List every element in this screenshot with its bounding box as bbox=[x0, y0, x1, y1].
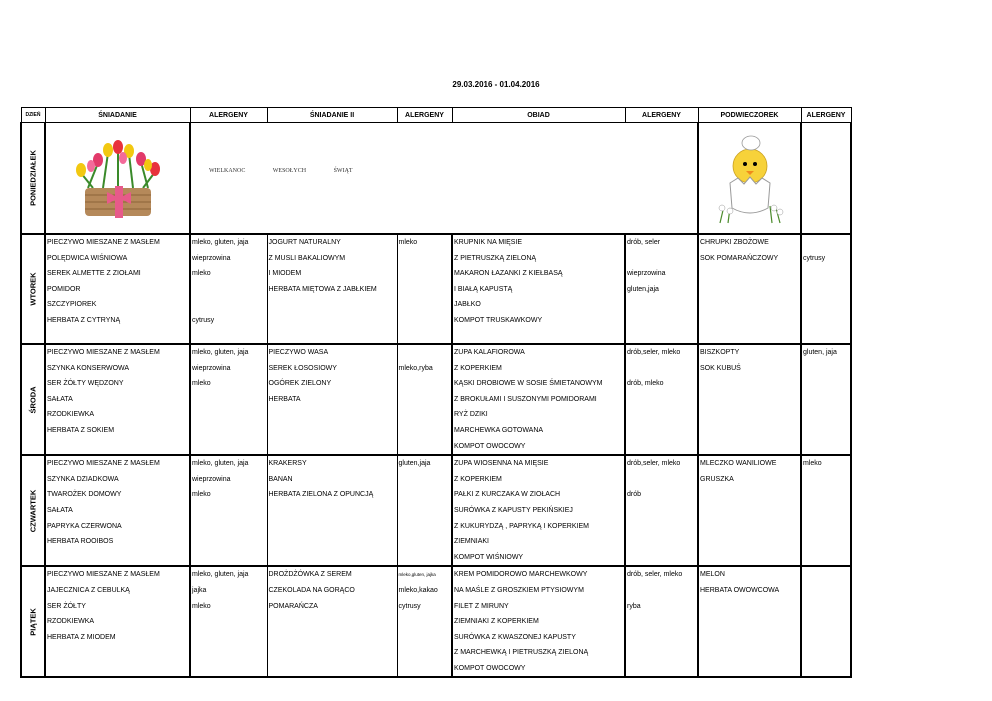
menu-item: RYŻ DZIKI bbox=[454, 411, 488, 419]
allergen-item: gluten,jaja bbox=[627, 285, 659, 293]
menu-item: GRUSZKA bbox=[700, 475, 734, 483]
menu-item: Z PIETRUSZKĄ ZIELONĄ bbox=[454, 254, 537, 262]
menu-item: PIECZYWO MIESZANE Z MASŁEM bbox=[47, 239, 160, 246]
menu-item: HERBATA OWOWCOWA bbox=[700, 586, 780, 594]
allergen-item bbox=[626, 251, 697, 267]
allergen-item: wieprzowina bbox=[192, 364, 231, 372]
menu-item: MARCHEWKA GOTOWANA bbox=[454, 426, 544, 434]
allergen-item: cytrusy bbox=[192, 316, 215, 324]
row-thursday bbox=[21, 455, 851, 566]
menu-item: PIECZYWO MIESZANE Z MASŁEM bbox=[47, 571, 160, 579]
menu-item: JOGURT NATURALNY bbox=[268, 239, 341, 246]
day-label-friday: PIĄTEK bbox=[21, 566, 45, 677]
menu-item: SURÓWKA Z KAPUSTY PEKIŃSKIEJ bbox=[454, 506, 573, 514]
wednesday-breakfast-2 bbox=[267, 344, 397, 455]
menu-item: PAPRYKA CZERWONA bbox=[47, 522, 122, 530]
menu-item: KOMPOT OWOCOWY bbox=[454, 664, 526, 672]
allergen-item: drób,seler, mleko bbox=[627, 349, 681, 356]
tuesday-allergens-2 bbox=[397, 234, 452, 344]
tuesday-allergens-3 bbox=[625, 234, 698, 344]
menu-item: I BIAŁĄ KAPUSTĄ bbox=[454, 285, 513, 293]
day-label-wednesday: ŚRODA bbox=[21, 344, 45, 455]
allergen-item: mleko bbox=[398, 239, 418, 246]
menu-item: SER ŻÓŁTY bbox=[47, 602, 86, 610]
row-monday bbox=[21, 123, 851, 235]
tuesday-allergens-1 bbox=[190, 234, 267, 344]
allergen-item: jajka bbox=[192, 586, 207, 594]
menu-item: HERBATA bbox=[268, 395, 301, 403]
friday-allergens-1 bbox=[190, 566, 267, 677]
header-breakfast-2: ŚNIADANIE II bbox=[267, 108, 397, 123]
allergen-item bbox=[626, 583, 697, 599]
menu-item: JAJECZNICA Z CEBULKĄ bbox=[47, 586, 130, 594]
allergen-item: cytrusy bbox=[803, 254, 826, 262]
tulip-basket-image bbox=[45, 123, 190, 235]
friday-breakfast bbox=[45, 566, 190, 677]
thursday-allergens-4 bbox=[801, 455, 851, 566]
menu-item: KOMPOT TRUSKAWKOWY bbox=[454, 316, 543, 324]
wednesday-allergens-3 bbox=[625, 344, 698, 455]
menu-item: KOMPOT OWOCOWY bbox=[454, 442, 526, 450]
allergen-item: mleko, gluten, jaja bbox=[192, 571, 249, 579]
date-range: 29.03.2016 - 01.04.2016 bbox=[452, 80, 540, 89]
wednesday-allergens-4 bbox=[801, 344, 851, 455]
allergen-item: mleko, gluten, jaja bbox=[192, 349, 249, 356]
menu-item: HERBATA Z MIODEM bbox=[47, 633, 116, 641]
wish-word: ŚWIĄT bbox=[333, 168, 353, 174]
allergen-item: drób, seler, mleko bbox=[627, 571, 683, 579]
menu-item: KRUPNIK NA MIĘSIE bbox=[454, 239, 523, 246]
menu-item: SURÓWKA Z KWASZONEJ KAPUSTY bbox=[454, 633, 576, 641]
menu-item: ZIEMNIAKI bbox=[454, 538, 490, 546]
menu-item: KĄSKI DROBIOWE W SOSIE ŚMIETANOWYM bbox=[454, 380, 603, 388]
allergen-item bbox=[191, 282, 267, 298]
menu-item: Z BROKUŁAMI I SUSZONYMI POMIDORAMI bbox=[454, 395, 597, 403]
menu-item: POMARAŃCZA bbox=[268, 602, 318, 610]
allergen-item: mleko,kakao bbox=[398, 586, 438, 594]
menu-item: SZCZYPIOREK bbox=[47, 301, 97, 309]
header-allergens-4: ALERGENY bbox=[801, 108, 851, 123]
menu-item: NA MAŚLE Z GROSZKIEM PTYSIOWYM bbox=[454, 586, 584, 594]
menu-item: HERBATA MIĘTOWA Z JABŁKIEM bbox=[268, 285, 377, 293]
menu-item: ZIEMNIAKI Z KOPERKIEM bbox=[454, 618, 539, 626]
wish-word: WESOŁYCH bbox=[272, 168, 307, 174]
allergen-item bbox=[398, 345, 452, 361]
menu-item: SOK KUBUŚ bbox=[700, 364, 741, 372]
allergen-item bbox=[802, 235, 850, 251]
allergen-item: mleko, gluten, jaja bbox=[192, 460, 249, 468]
menu-item: BANAN bbox=[268, 475, 293, 483]
wednesday-allergens-1 bbox=[190, 344, 267, 455]
thursday-allergens-1 bbox=[190, 455, 267, 566]
day-label-tuesday: WTOREK bbox=[21, 234, 45, 344]
day-label-thursday: CZWARTEK bbox=[21, 455, 45, 566]
easter-chick-icon bbox=[710, 128, 790, 228]
thursday-breakfast bbox=[45, 455, 190, 566]
menu-item: HERBATA Z SOKIEM bbox=[47, 426, 115, 434]
allergen-item: mleko bbox=[192, 270, 211, 278]
chick-image bbox=[698, 123, 801, 235]
menu-item: Z MARCHEWKĄ I PIETRUSZKĄ ZIELONĄ bbox=[454, 649, 589, 657]
tuesday-allergens-4 bbox=[801, 234, 851, 344]
header-row bbox=[21, 108, 851, 123]
menu-item: BISZKOPTY bbox=[700, 349, 740, 356]
menu-item: SAŁATA bbox=[47, 395, 73, 403]
friday-breakfast-2 bbox=[267, 566, 397, 677]
menu-item: RZODKIEWKA bbox=[47, 618, 95, 626]
tuesday-breakfast bbox=[45, 234, 190, 344]
allergen-item: drób, seler bbox=[627, 239, 661, 246]
menu-item: KREM POMIDOROWO MARCHEWKOWY bbox=[454, 571, 588, 579]
menu-item: PAŁKI Z KURCZAKA W ZIOŁACH bbox=[454, 491, 561, 499]
allergen-item bbox=[626, 472, 697, 488]
header-breakfast: ŚNIADANIE bbox=[45, 108, 190, 123]
friday-snack bbox=[698, 566, 801, 677]
menu-item: MLECZKO WANILIOWE bbox=[700, 460, 777, 468]
allergen-item: mleko,gluten, jajka bbox=[398, 572, 436, 578]
thursday-allergens-3 bbox=[625, 455, 698, 566]
menu-item: MELON bbox=[700, 571, 725, 579]
menu-item: SOK POMARAŃCZOWY bbox=[700, 254, 779, 262]
menu-item: POMIDOR bbox=[47, 285, 81, 293]
menu-item: ZUPA KALAFIOROWA bbox=[454, 349, 525, 356]
allergen-item: mleko bbox=[192, 602, 211, 610]
allergen-item: drób, mleko bbox=[627, 380, 664, 388]
menu-item: SZYNKA KONSERWOWA bbox=[47, 364, 130, 372]
allergen-item: ryba bbox=[627, 602, 641, 610]
wednesday-lunch bbox=[452, 344, 625, 455]
menu-item: HERBATA Z CYTRYNĄ bbox=[47, 316, 121, 324]
allergen-item: mleko bbox=[192, 491, 211, 499]
row-friday bbox=[21, 566, 851, 677]
allergen-item: wieprzowina bbox=[192, 475, 231, 483]
row-wednesday bbox=[21, 344, 851, 455]
menu-item: PIECZYWO MIESZANE Z MASŁEM bbox=[47, 349, 160, 356]
allergen-item: mleko,ryba bbox=[398, 364, 433, 372]
tuesday-breakfast-2 bbox=[267, 234, 397, 344]
wednesday-snack bbox=[698, 344, 801, 455]
menu-item: SEREK ŁOSOSIOWY bbox=[268, 364, 337, 372]
allergen-item: gluten,jaja bbox=[398, 460, 431, 468]
allergen-item bbox=[191, 297, 267, 313]
header-day: DZIEŃ bbox=[21, 108, 45, 123]
allergen-item: mleko, gluten, jaja bbox=[192, 239, 249, 246]
wish-word: WIELKANOC bbox=[209, 168, 246, 174]
friday-lunch bbox=[452, 566, 625, 677]
allergen-item: gluten, jaja bbox=[803, 349, 837, 356]
thursday-lunch bbox=[452, 455, 625, 566]
easter-greeting bbox=[190, 123, 698, 235]
allergen-item: mleko bbox=[192, 380, 211, 388]
menu-item: RZODKIEWKA bbox=[47, 411, 95, 419]
menu-item: SEREK ALMETTE Z ZIOŁAMI bbox=[47, 270, 141, 278]
menu-item: SER ŻÓŁTY WĘDZONY bbox=[47, 380, 124, 388]
thursday-breakfast-2 bbox=[267, 455, 397, 566]
menu-item: SZYNKA DZIADKOWA bbox=[47, 475, 119, 483]
friday-allergens-3 bbox=[625, 566, 698, 677]
menu-item: HERBATA ZIELONA Z OPUNCJĄ bbox=[268, 491, 374, 499]
tuesday-lunch bbox=[452, 234, 625, 344]
allergen-item: wieprzowina bbox=[627, 270, 666, 278]
friday-allergens-2 bbox=[397, 566, 452, 677]
menu-item: FILET Z MIRUNY bbox=[454, 602, 509, 610]
tuesday-snack bbox=[698, 234, 801, 344]
menu-item: SAŁATA bbox=[47, 506, 73, 514]
allergen-item: cytrusy bbox=[398, 602, 421, 610]
menu-item: I MIODEM bbox=[268, 270, 302, 278]
friday-allergens-4 bbox=[801, 566, 851, 677]
menu-item: MAKARON ŁAZANKI Z KIEŁBASĄ bbox=[454, 270, 563, 278]
allergen-item: wieprzowina bbox=[192, 254, 231, 262]
header-lunch: OBIAD bbox=[452, 108, 625, 123]
allergen-item bbox=[626, 361, 697, 377]
row-tuesday bbox=[21, 234, 851, 344]
menu-item: PIECZYWO MIESZANE Z MASŁEM bbox=[47, 460, 160, 468]
header-allergens-1: ALERGENY bbox=[190, 108, 267, 123]
menu-item: DROŻDŻÓWKA Z SEREM bbox=[268, 571, 352, 579]
thursday-allergens-2 bbox=[397, 455, 452, 566]
tulip-basket-icon bbox=[63, 128, 173, 228]
menu-item: OGÓREK ZIELONY bbox=[268, 380, 332, 388]
menu-item: Z KUKURYDZĄ , PAPRYKĄ I KOPERKIEM bbox=[454, 522, 589, 530]
menu-item: Z KOPERKIEM bbox=[454, 364, 502, 372]
menu-item: ZUPA WIOSENNA NA MIĘSIE bbox=[454, 460, 549, 468]
menu-item: TWAROŻEK DOMOWY bbox=[47, 491, 122, 499]
allergen-item: drób,seler, mleko bbox=[627, 460, 681, 468]
menu-item: CZEKOLADA NA GORĄCO bbox=[268, 586, 355, 594]
header-allergens-2: ALERGENY bbox=[397, 108, 452, 123]
menu-item: Z MUSLI BAKALIOWYM bbox=[268, 254, 346, 262]
wednesday-breakfast bbox=[45, 344, 190, 455]
day-label-monday: PONIEDZIAŁEK bbox=[21, 123, 45, 235]
header-snack: PODWIECZOREK bbox=[698, 108, 801, 123]
wednesday-allergens-2 bbox=[397, 344, 452, 455]
menu-item: Z KOPERKIEM bbox=[454, 475, 502, 483]
menu-item: POLĘDWICA WIŚNIOWA bbox=[47, 254, 128, 262]
header-allergens-3: ALERGENY bbox=[625, 108, 698, 123]
menu-item: PIECZYWO WASA bbox=[268, 349, 329, 356]
menu-item: HERBATA ROOIBOS bbox=[47, 538, 114, 546]
allergen-item: mleko bbox=[803, 460, 822, 468]
monday-snack-allergens bbox=[801, 123, 851, 235]
menu-item: CHRUPKI ZBOŻOWE bbox=[700, 239, 769, 246]
menu-table bbox=[20, 107, 852, 678]
allergen-item: drób bbox=[627, 491, 642, 499]
menu-item: KRAKERSY bbox=[268, 460, 307, 468]
menu-item: KOMPOT WIŚNIOWY bbox=[454, 553, 524, 561]
menu-item: JABŁKO bbox=[454, 301, 481, 309]
thursday-snack bbox=[698, 455, 801, 566]
